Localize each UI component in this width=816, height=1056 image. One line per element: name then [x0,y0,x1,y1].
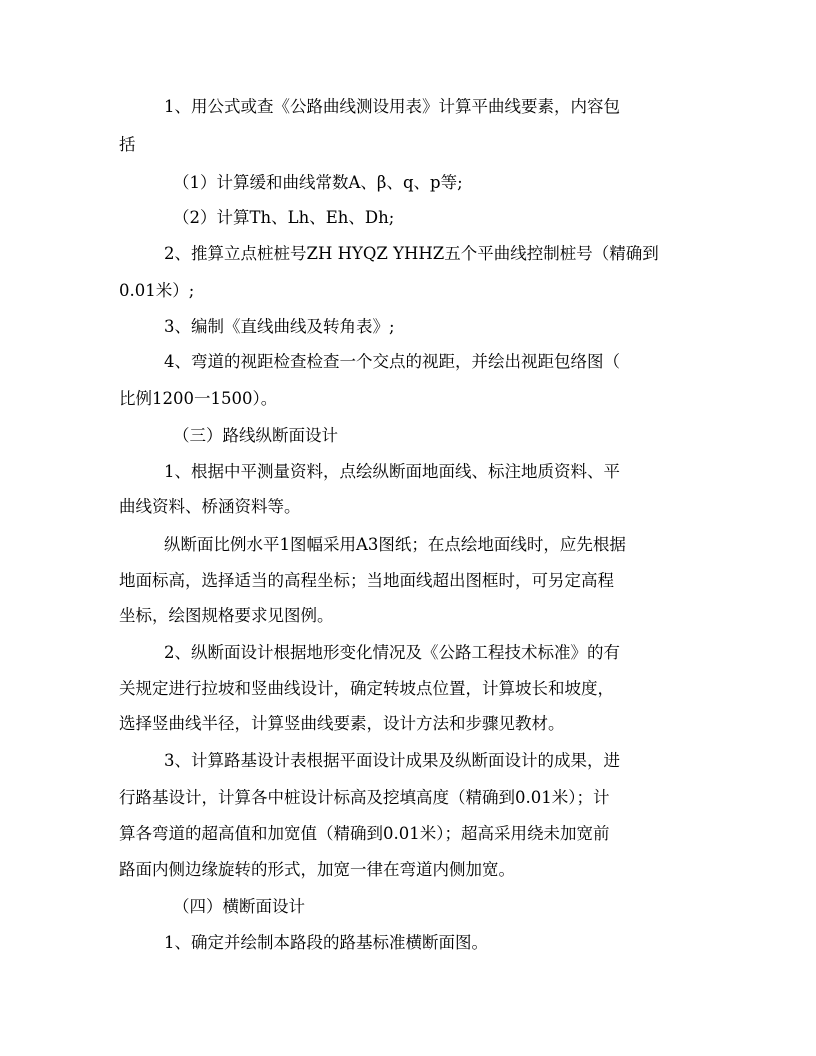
text-line: 算各弯道的超高值和加宽值（精确到0.01米）；超高采用绕未加宽前 [119,824,610,843]
text-line: （1）计算缓和曲线常数A、β、q、p等; [173,173,463,192]
text-line: 纵断面比例水平1图幅采用A3图纸；在点绘地面线时，应先根据 [164,535,626,554]
text-line: 2、纵断面设计根据地形变化情况及《公路工程技术标准》的有 [164,643,620,662]
text-line: 2、推算立点桩桩号ZH HYQZ YHHZ五个平曲线控制桩号（精确到 [164,244,659,263]
text-line: 选择竖曲线半径，计算竖曲线要素，设计方法和步骤见教材。 [119,714,565,733]
text-line: 1、用公式或查《公路曲线测设用表》计算平曲线要素，内容包 [164,97,620,116]
section-heading: （三）路线纵断面设计 [173,426,338,445]
text-line: 3、编制《直线曲线及转角表》; [164,317,395,336]
text-line: 0.01米）; [119,281,195,300]
text-line: 4、弯道的视距检查检查一个交点的视距，并绘出视距包络图（ [164,352,620,371]
text-line: 关规定进行拉坡和竖曲线设计，确定转坡点位置，计算坡长和坡度， [119,679,614,698]
text-line: 行路基设计，计算各中桩设计标高及挖填高度（精确到0.01米）；计 [119,788,610,807]
text-line: 路面内侧边缘旋转的形式，加宽一律在弯道内侧加宽。 [119,860,515,879]
text-line: 曲线资料、桥涵资料等。 [119,497,301,516]
text-line: 3、计算路基设计表根据平面设计成果及纵断面设计的成果，进 [164,751,620,770]
text-line: （2）计算Th、Lh、Eh、Dh; [173,208,395,227]
text-line: 地面标高，选择适当的高程坐标；当地面线超出图框时，可另定高程 [119,571,614,590]
section-heading: （四）横断面设计 [173,897,305,916]
text-line: 比例1200一1500）。 [119,389,278,408]
text-line: 1、根据中平测量资料，点绘纵断面地面线、标注地质资料、平 [164,462,620,481]
text-line: 括 [119,135,136,154]
text-line: 坐标，绘图规格要求见图例。 [119,606,334,625]
text-line: 1、确定并绘制本路段的路基标准横断面图。 [164,933,488,952]
